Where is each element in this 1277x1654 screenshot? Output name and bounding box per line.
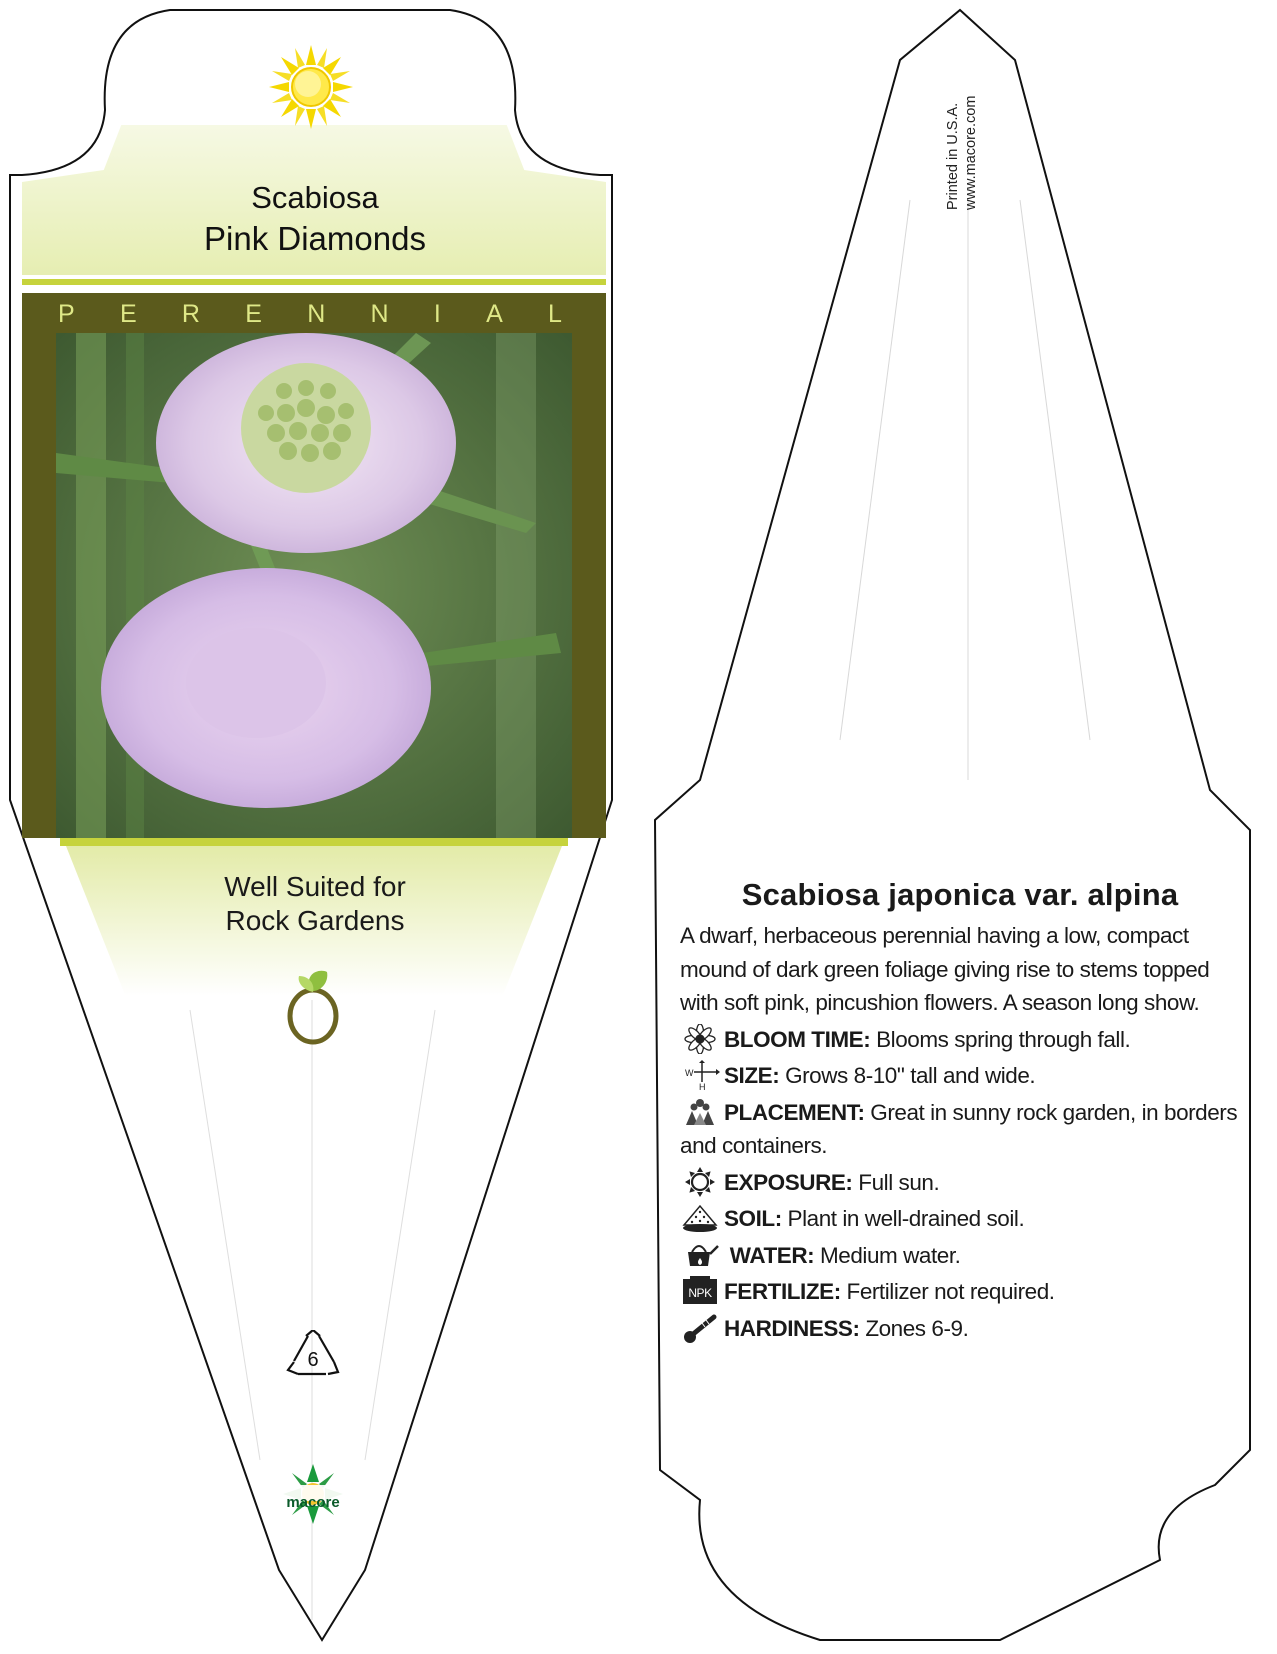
watering-can-icon <box>680 1240 720 1270</box>
tagline <box>150 870 480 938</box>
tagline-line-1: Well Suited for <box>224 871 406 902</box>
botanical-name: Scabiosa japonica var. alpina <box>741 877 1179 912</box>
thermometer-icon <box>680 1313 720 1343</box>
npk-icon <box>680 1276 720 1306</box>
printed-url: www.macore.com <box>963 95 979 210</box>
care-label: PLACEMENT: <box>724 1099 865 1125</box>
care-text: Blooms spring through fall. <box>870 1026 1131 1052</box>
soil-icon <box>680 1203 720 1233</box>
front-title-line <box>22 279 606 285</box>
category-letter: N <box>370 300 389 328</box>
care-text: Grows 8-10" tall and wide. <box>779 1063 1036 1088</box>
macore-logo <box>276 1462 350 1532</box>
placement-icon <box>680 1097 720 1127</box>
care-exposure <box>680 1166 1240 1200</box>
printed-info <box>945 55 979 215</box>
care-label: FERTILIZE: <box>724 1279 841 1304</box>
category-letter: E <box>119 300 137 328</box>
care-hardiness <box>680 1312 1240 1346</box>
category-label <box>40 300 580 329</box>
bottom-band-line <box>60 838 568 846</box>
sun-outline-icon <box>680 1167 720 1197</box>
recycle-icon <box>286 1330 340 1380</box>
care-label: WATER: <box>724 1242 815 1268</box>
recycle-number: 6 <box>307 1349 319 1371</box>
care-text: Fertilizer not required. <box>840 1279 1055 1304</box>
care-label: BLOOM TIME: <box>724 1026 871 1052</box>
svg-text:H: H <box>699 1082 706 1090</box>
leaf-seed-icon <box>283 966 343 1046</box>
category-letter: P <box>58 300 75 328</box>
care-fertilize <box>680 1275 1240 1309</box>
care-text: Zones 6-9. <box>859 1315 969 1341</box>
plant-cultivar: Pink Diamonds <box>204 220 426 257</box>
plant-photo <box>56 333 572 838</box>
category-letter: I <box>433 300 441 328</box>
size-icon <box>680 1060 720 1090</box>
care-soil <box>680 1202 1240 1236</box>
flower-icon <box>680 1024 720 1054</box>
care-text: Medium water. <box>814 1242 961 1268</box>
care-label: EXPOSURE: <box>724 1169 853 1195</box>
tagline-line-2: Rock Gardens <box>225 905 405 936</box>
sun-icon <box>268 44 354 130</box>
care-text: Full sun. <box>852 1169 940 1195</box>
category-letter: A <box>486 300 503 328</box>
care-bloom-time <box>680 1023 1240 1057</box>
brand-name: macore <box>286 1494 340 1511</box>
back-tag-outline <box>655 10 1250 1640</box>
care-text: Great in sunny rock garden, in borders and containers. <box>680 1099 1238 1158</box>
care-label: HARDINESS: <box>724 1315 860 1341</box>
category-letter: E <box>245 300 262 328</box>
care-size <box>680 1059 1240 1093</box>
category-letter: N <box>307 300 326 328</box>
category-letter: L <box>548 300 562 328</box>
svg-text:W: W <box>685 1068 694 1078</box>
printed-in: Printed in U.S.A. <box>945 102 961 210</box>
care-water <box>680 1239 1240 1273</box>
care-placement <box>680 1096 1240 1163</box>
plant-description: A dwarf, herbaceous perennial having a low, compact mound of dark green foliage giving rise to stems topped with soft pink, pincushion flowers. A season long show. <box>680 923 1210 1015</box>
category-letter: R <box>181 300 200 328</box>
care-label: SOIL: <box>724 1206 782 1231</box>
back-content <box>680 877 1240 1348</box>
care-label: SIZE: <box>724 1063 780 1088</box>
care-text: Plant in well-drained soil. <box>781 1206 1025 1231</box>
svg-text:NPK: NPK <box>688 1286 712 1300</box>
plant-genus: Scabiosa <box>251 180 379 215</box>
